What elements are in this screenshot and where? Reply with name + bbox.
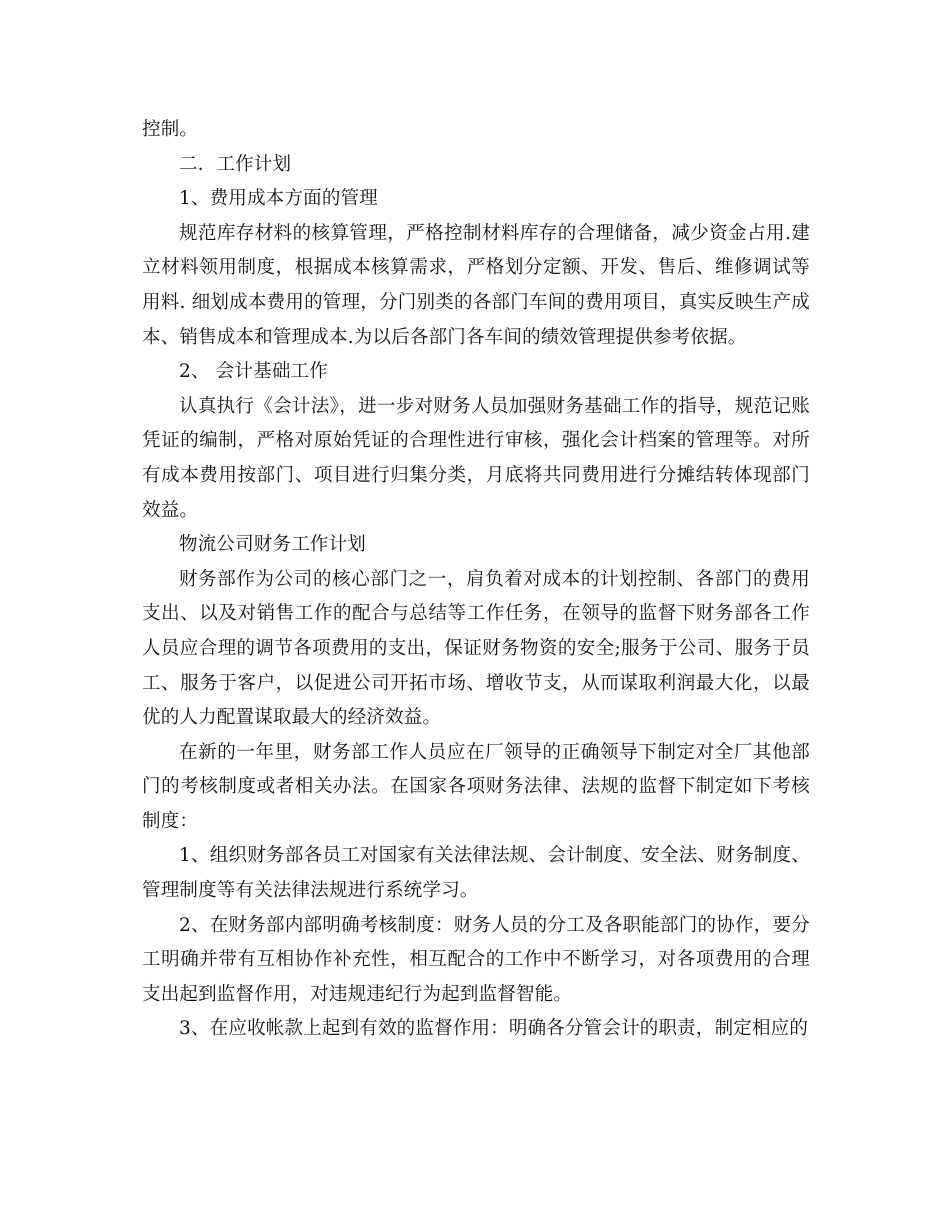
subheading-cost-management: 1、费用成本方面的管理 bbox=[179, 188, 378, 210]
list-item-3: 3、在应收帐款上起到有效的监督作用：明确各分管会计的职责，制定相应的 bbox=[179, 1018, 809, 1040]
list-item-1: 1、组织财务部各员工对国家有关法律法规、会计制度、安全法、财务制度、管理制度等有关法律法规进行系统学习。 bbox=[142, 845, 810, 902]
heading-logistics-plan: 物流公司财务工作计划 bbox=[179, 534, 367, 556]
paragraph-1: 控制。 bbox=[142, 119, 199, 140]
paragraph-new-year: 在新的一年里，财务部工作人员应在厂领导的正确领导下制定对全厂其他部门的考核制度或者相关办法。在国家各项财务法律、法规的监督下制定如下考核制度： bbox=[142, 741, 810, 832]
list-item-2: 2、在财务部内部明确考核制度：财务人员的分工及各职能部门的协作，要分工明确并带有互相协作补充性，相互配合的工作中不断学习，对各项费用的合理支出起到监督作用，对违规违纪行为起到监督智能。 bbox=[142, 914, 810, 1005]
subheading-accounting-basics: 2、 会计基础工作 bbox=[179, 361, 328, 383]
paragraph-cost-management: 规范库存材料的核算管理，严格控制材料库存的合理储备，减少资金占用.建立材料领用制度，根据成本核算需求，严格划分定额、开发、售后、维修调试等用料. 细划成本费用的管理，分门别类的各部门车间的费用项目，真实反映生产成本、销售成本和管理成本.为以后各部门各车间的绩效管理提供参考依据。 bbox=[142, 222, 810, 348]
document-body bbox=[142, 113, 810, 1047]
paragraph-accounting-basics: 认真执行《会计法》，进一步对财务人员加强财务基础工作的指导，规范记账凭证的编制，严格对原始凭证的合理性进行审核，强化会计档案的管理等。对所有成本费用按部门、项目进行归集分类，月底将共同费用进行分摊结转体现部门效益。 bbox=[142, 395, 810, 521]
section-heading-work-plan: 二．工作计划 bbox=[179, 153, 292, 175]
paragraph-finance-dept-role: 财务部作为公司的核心部门之一，肩负着对成本的计划控制、各部门的费用支出、以及对销售工作的配合与总结等工作任务，在领导的监督下财务部各工作人员应合理的调节各项费用的支出，保证财务物资的安全;服务于公司、服务于员工、服务于客户，以促进公司开拓市场、增收节支，从而谋取利润最大化，以最优的人力配置谋取最大的经济效益。 bbox=[142, 568, 810, 729]
